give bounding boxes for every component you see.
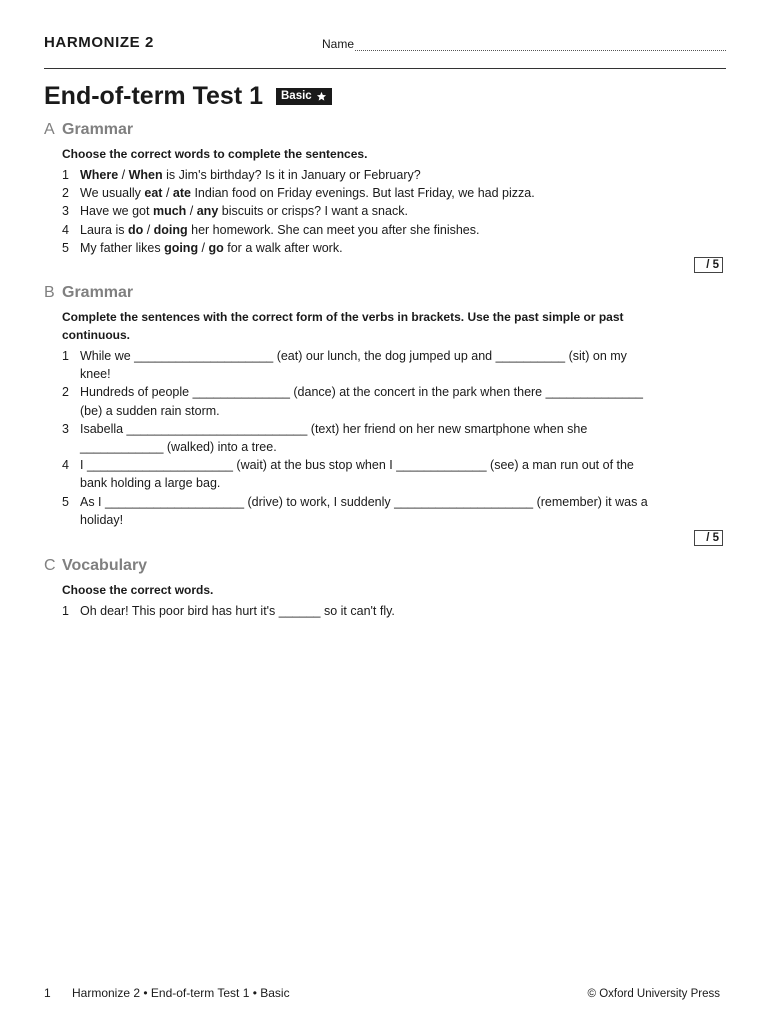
answer-option[interactable]: any	[196, 204, 219, 219]
question-item	[62, 383, 654, 419]
page-number: 1	[44, 986, 51, 1000]
question-text[interactable]	[80, 166, 654, 184]
text-fragment: /	[162, 186, 173, 201]
section-letter: C	[44, 557, 56, 574]
section-c-instruction: Choose the correct words.	[62, 583, 214, 597]
question-item	[62, 239, 654, 257]
text-fragment: We usually	[80, 186, 145, 201]
answer-option[interactable]: going	[164, 240, 199, 255]
text-fragment: Laura is	[80, 222, 128, 237]
text-fragment: /	[186, 204, 197, 219]
question-text[interactable]: Isabella __________________________ (text) her friend on her new smartphone when she ____________ (walked) into a tree.	[80, 421, 588, 455]
section-a-list	[62, 166, 654, 257]
question-item	[62, 420, 654, 456]
answer-option[interactable]: Where	[80, 168, 119, 182]
question-item	[62, 347, 654, 383]
copyright: © Oxford University Press	[587, 988, 720, 1000]
question-number: 1	[62, 604, 69, 618]
question-text[interactable]: Hundreds of people ______________ (dance) at the concert in the park when there ______________ (be) a sudden rain storm.	[80, 385, 643, 418]
question-number: 5	[62, 494, 69, 509]
question-text[interactable]: While we ____________________ (eat) our lunch, the dog jumped up and __________ (sit) on my knee!	[80, 349, 627, 382]
logo: HARMONIZE 2	[44, 34, 154, 51]
answer-option[interactable]: When	[128, 168, 163, 182]
answer-option[interactable]: doing	[153, 222, 188, 237]
section-a-instruction: Choose the correct words to complete the sentences.	[62, 147, 368, 161]
level-badge	[276, 88, 332, 105]
header-divider	[44, 68, 726, 69]
section-b-heading	[44, 284, 133, 302]
question-text[interactable]	[80, 239, 654, 257]
question-text[interactable]	[80, 184, 654, 202]
question-text[interactable]: As I ____________________ (drive) to work, I suddenly ____________________ (remember) it was a holiday!	[80, 494, 648, 527]
answer-option[interactable]: do	[127, 222, 144, 237]
question-item	[62, 184, 654, 202]
text-fragment: /	[198, 240, 209, 255]
section-title: Grammar	[62, 121, 134, 138]
question-text[interactable]: Oh dear! This poor bird has hurt it's ______ so it can't fly.	[80, 604, 395, 618]
question-number: 2	[62, 385, 69, 400]
footer-left	[44, 986, 290, 1000]
section-b-instruction: Complete the sentences with the correct form of the verbs in brackets. Use the past simple or past continuous.	[62, 310, 624, 342]
text-fragment: is Jim's birthday? Is it in January or February?	[162, 168, 421, 182]
section-c-list	[62, 602, 654, 620]
level-badge-label: Basic	[281, 90, 312, 102]
section-title: Vocabulary	[62, 557, 148, 574]
section-c-heading	[44, 557, 147, 575]
text-fragment: Indian food on Friday evenings. But last Friday, we had pizza.	[190, 186, 535, 201]
question-number: 3	[62, 204, 69, 219]
question-text[interactable]	[80, 202, 654, 220]
text-fragment: /	[143, 222, 154, 237]
text-fragment: for a walk after work.	[223, 240, 343, 255]
section-letter: A	[44, 121, 55, 138]
question-number: 1	[62, 349, 69, 363]
question-number: 4	[62, 458, 69, 473]
question-item	[62, 493, 654, 529]
answer-option[interactable]: eat	[144, 186, 163, 201]
section-b-score[interactable]: / 5	[694, 530, 723, 546]
section-a-score[interactable]: / 5	[694, 257, 723, 273]
answer-option[interactable]: much	[152, 204, 187, 219]
text-fragment: biscuits or crisps? I want a snack.	[218, 204, 408, 219]
name-field[interactable]	[355, 50, 726, 51]
question-number: 4	[62, 222, 69, 237]
page-title: End-of-term Test 1	[44, 82, 263, 110]
text-fragment: her homework. She can meet you after she finishes.	[187, 222, 480, 237]
question-item	[62, 166, 654, 184]
star-icon	[316, 91, 327, 102]
question-number: 2	[62, 186, 69, 201]
question-item	[62, 202, 654, 220]
section-b-list	[62, 347, 654, 529]
section-title: Grammar	[62, 284, 134, 301]
footer-title: Harmonize 2 • End-of-term Test 1 • Basic	[72, 986, 290, 1000]
question-number: 1	[62, 168, 69, 182]
text-fragment: Have we got	[80, 204, 153, 219]
section-letter: B	[44, 284, 55, 301]
question-item	[62, 602, 654, 620]
answer-option[interactable]: go	[208, 240, 224, 255]
page-header	[44, 32, 726, 56]
question-text[interactable]: I _____________________ (wait) at the bus stop when I _____________ (see) a man run out of the bank holding a large bag.	[80, 458, 634, 491]
question-text[interactable]	[80, 221, 654, 239]
question-item	[62, 456, 654, 492]
text-fragment: My father likes	[80, 240, 165, 255]
question-number: 5	[62, 240, 69, 255]
title-row	[44, 82, 332, 111]
name-label: Name	[322, 37, 355, 51]
section-a-heading	[44, 121, 133, 139]
question-number: 3	[62, 421, 69, 436]
question-item	[62, 221, 654, 239]
text-fragment: /	[118, 168, 129, 182]
answer-option[interactable]: ate	[172, 186, 191, 201]
